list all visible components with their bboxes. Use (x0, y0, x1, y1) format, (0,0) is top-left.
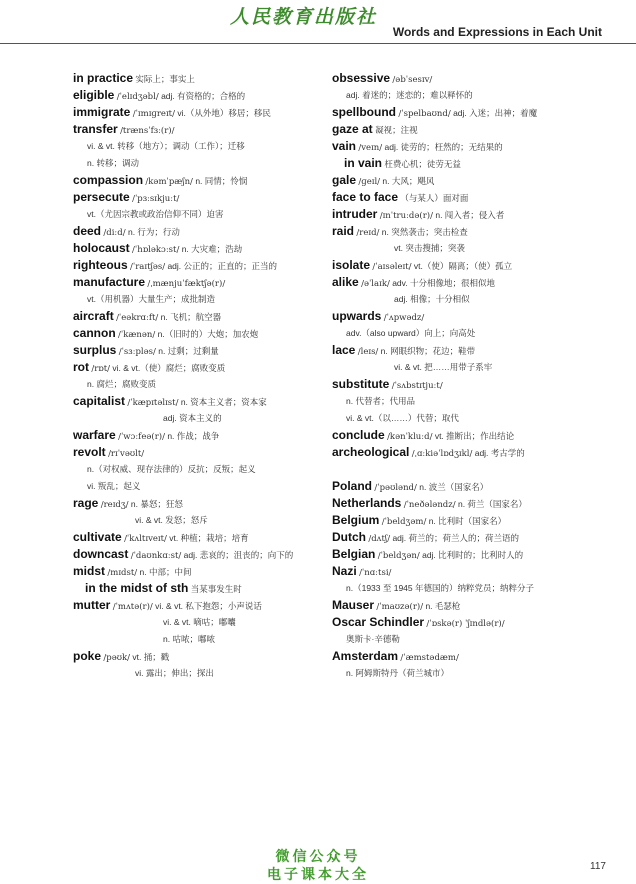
headword: alike (332, 275, 359, 289)
definition: vi. 露出；伸出；探出 (135, 668, 214, 678)
watermark-line-2: 电子课本大全 (267, 867, 369, 883)
phonetic: /reɪdʒ/ (100, 500, 129, 510)
vocab-entry (332, 427, 602, 444)
vocab-entry-continuation (73, 461, 343, 478)
phonetic: /ˈpɜːsɪkjuːt/ (132, 194, 180, 204)
headword: isolate (332, 258, 371, 272)
vocab-entry (73, 223, 343, 240)
headword: warfare (73, 428, 116, 442)
definition: n. 行为；行动 (127, 227, 180, 237)
definition: vi. & vt. 转移（地方）；调动（工作）；迁移 (87, 141, 245, 151)
definition: n. 闯入者；侵入者 (435, 210, 505, 220)
phonetic: /ˈmaʊzə(r)/ (376, 602, 424, 612)
vocab-entry (332, 529, 602, 546)
definition: vi. & vt. 嘀咕；嘟囔 (163, 617, 236, 627)
phonetic: /ˈpəʊlənd/ (374, 483, 417, 493)
definition: n. 毛瑟枪 (425, 601, 461, 611)
vocab-entry (332, 121, 602, 138)
phonetic: /ˈdaʊnkɑːst/ (130, 551, 182, 561)
vocab-entry (332, 257, 602, 274)
headword: aircraft (73, 309, 114, 323)
phonetic: /trænsˈfɜː(r)/ (120, 126, 175, 136)
definition: n. 暴怒；狂怒 (130, 499, 183, 509)
headword: cannon (73, 326, 116, 340)
vocab-entry (332, 563, 602, 580)
phonetic: /ˈhɒləkɔːst/ (132, 245, 180, 255)
phonetic: /rɒt/ (91, 364, 111, 374)
phonetic: /kənˈkluːd/ (387, 432, 433, 442)
definition: adj. 着迷的；迷恋的；难以释怀的 (346, 90, 473, 100)
vocab-entry (332, 342, 602, 359)
headword: persecute (73, 190, 130, 204)
vocab-entry-continuation (332, 291, 602, 308)
definition: adj. 徒劳的；枉然的；无结果的 (384, 142, 503, 152)
headword: gale (332, 173, 357, 187)
definition: vi. & vt.（使）腐烂；腐败变质 (112, 363, 226, 373)
vocab-entry (73, 121, 343, 138)
vocab-entry-continuation (73, 376, 343, 393)
definition: vt.（尤因宗教或政治信仰不同）迫害 (87, 209, 224, 219)
vocab-entry (73, 444, 343, 461)
phonetic: /ˈæmstədæm/ (400, 653, 459, 663)
vocab-entry (73, 104, 343, 121)
vocab-entry (332, 495, 602, 512)
definition: vt. 推断出；作出结论 (434, 431, 515, 441)
definition: adj. 入迷；出神；着魔 (453, 108, 538, 118)
vocab-entry (332, 597, 602, 614)
header-rule (0, 43, 636, 44)
phonetic: /ˈaɪsəleɪt/ (372, 262, 412, 272)
phonetic: /ˈɒskə(r) ˈʃɪndlə(r)/ (426, 619, 505, 629)
phonetic: /əbˈsesɪv/ (392, 75, 433, 85)
vocab-entry (73, 359, 343, 376)
vocab-entry (332, 223, 602, 240)
phonetic: /veɪn/ (358, 143, 383, 153)
phonetic: /ˈspelbaʊnd/ (398, 109, 451, 119)
phonetic: /ˈraɪtʃəs/ (130, 262, 166, 272)
definition: vi.（从外地）移居；移民 (177, 108, 271, 118)
headword: compassion (73, 173, 144, 187)
vocab-entry (73, 274, 343, 291)
vocab-entry-continuation (332, 631, 602, 648)
headword: Nazi (332, 564, 357, 578)
vocab-entry (332, 444, 602, 461)
vocab-entry (73, 240, 343, 257)
phonetic: /ˈsʌbstɪtjuːt/ (391, 381, 443, 391)
definition: n. 荷兰（国家名） (457, 499, 527, 509)
definition: adv. 十分相像地；很相似地 (392, 278, 496, 288)
vocab-entry (332, 70, 602, 87)
definition: vt.（使）隔离；（使）孤立 (413, 261, 513, 271)
definition: n. 比利时（国家名） (428, 516, 507, 526)
vocab-entry (73, 70, 343, 87)
headword: in practice (73, 71, 134, 85)
definition: 枉费心机；徒劳无益 (384, 159, 461, 169)
phonetic: /əˈlaɪk/ (361, 279, 390, 289)
section-title: Words and Expressions in Each Unit (392, 25, 602, 39)
definition: n. 网眼织物；花边；鞋带 (380, 346, 476, 356)
definition: （与某人）面对面 (400, 193, 469, 203)
definition: n.（1933 至 1945 年德国的）纳粹党员；纳粹分子 (346, 583, 534, 593)
phonetic: /rɪˈvəʊlt/ (108, 449, 145, 459)
vocab-entry (73, 308, 343, 325)
headword: spellbound (332, 105, 396, 119)
vocab-entry (332, 138, 602, 155)
definition: adj. 资本主义的 (163, 413, 222, 423)
right-column (332, 70, 602, 682)
vocab-entry-continuation (332, 410, 602, 427)
headword: transfer (73, 122, 118, 136)
definition: vi. & vt.（以……）代替；取代 (346, 413, 459, 423)
vocab-entry (73, 546, 343, 563)
definition: n. 中部；中间 (139, 567, 192, 577)
vocab-entry (332, 189, 602, 206)
phonetic: /ˈbeldʒən/ (377, 551, 420, 561)
vocab-entry-continuation (332, 665, 602, 682)
vocab-entry-continuation (73, 614, 343, 631)
definition: adj. 考古学的 (474, 448, 525, 458)
headword: archeological (332, 445, 410, 459)
definition: adj. 悲哀的；沮丧的；向下的 (183, 550, 294, 560)
headword: rage (73, 496, 99, 510)
headword: Oscar Schindler (332, 615, 425, 629)
headword: vain (332, 139, 357, 153)
vocab-entry (73, 580, 343, 597)
phonetic: /pəʊk/ (103, 653, 131, 663)
vocab-entry (73, 325, 343, 342)
phonetic: /ˈkænən/ (118, 330, 156, 340)
vocab-entry-continuation (332, 240, 602, 257)
headword: in the midst of sth (85, 581, 189, 595)
entry-gap (332, 461, 602, 478)
vocab-entry-continuation (73, 410, 343, 427)
definition: n. 作战；战争 (167, 431, 220, 441)
headword: Mauser (332, 598, 375, 612)
vocab-entry-continuation (73, 512, 343, 529)
vocab-entry (332, 478, 602, 495)
headword: righteous (73, 258, 128, 272)
definition: vt.（用机器）大量生产；成批制造 (87, 294, 215, 304)
headword: immigrate (73, 105, 131, 119)
phonetic: /diːd/ (103, 228, 126, 238)
vocab-entry-continuation (73, 631, 343, 648)
definition: adj. 公正的；正直的；正当的 (167, 261, 278, 271)
headword: midst (73, 564, 106, 578)
headword: Dutch (332, 530, 366, 544)
watermark-line-1: 微信公众号 (275, 849, 361, 865)
phonetic: /ˈwɔːfeə(r)/ (118, 432, 165, 442)
headword: Belgian (332, 547, 376, 561)
phonetic: /ˈnɑːtsi/ (359, 568, 392, 578)
headword: obsessive (332, 71, 391, 85)
definition: adj. 相像；十分相似 (394, 294, 470, 304)
headword: manufacture (73, 275, 146, 289)
headword: rot (73, 360, 89, 374)
definition: n. 代替者；代用品 (346, 396, 415, 406)
definition: vi. & vt. 私下抱怨；小声说话 (155, 601, 262, 611)
vocab-entry-continuation (73, 665, 343, 682)
headword: Belgium (332, 513, 380, 527)
definition: vt. 突击搜捕；突袭 (394, 243, 465, 253)
vocab-entry (332, 206, 602, 223)
headword: mutter (73, 598, 111, 612)
vocab-entry (73, 342, 343, 359)
vocab-entry (332, 376, 602, 393)
phonetic: /ˈmʌtə(r)/ (112, 602, 153, 612)
phonetic: /ɪnˈtruːdə(r)/ (379, 211, 433, 221)
definition: n. 咕哝；嘟哝 (163, 634, 215, 644)
vocab-entry-continuation (332, 87, 602, 104)
headword: downcast (73, 547, 129, 561)
definition: adj. 荷兰的；荷兰人的；荷兰语的 (392, 533, 520, 543)
definition: adj. 比利时的；比利时人的 (422, 550, 524, 560)
vocab-entry (332, 512, 602, 529)
headword: intruder (332, 207, 378, 221)
phonetic: /ˈsɜːpləs/ (118, 347, 156, 357)
phonetic: /dʌtʃ/ (368, 534, 391, 544)
headword: eligible (73, 88, 115, 102)
phonetic: /ˌɑːkiəˈlɒdʒɪkl/ (411, 449, 473, 459)
vocab-entry (332, 614, 602, 631)
vocab-entry-continuation (73, 155, 343, 172)
definition: n. 过剩；过剩量 (158, 346, 219, 356)
vocab-entry-continuation (73, 291, 343, 308)
definition: 奥斯卡·辛德勒 (346, 634, 400, 644)
definition: n. 资本主义者；资本家 (180, 397, 267, 407)
vocab-entry-continuation (332, 580, 602, 597)
phonetic: /leɪs/ (357, 347, 379, 357)
headword: Amsterdam (332, 649, 399, 663)
vocab-entry-continuation (332, 325, 602, 342)
headword: poke (73, 649, 102, 663)
vocab-entry (73, 563, 343, 580)
phonetic: /reɪd/ (356, 228, 380, 238)
definition: n.（对权威、现存法律的）反抗；反叛；起义 (87, 464, 256, 474)
vocab-entry (73, 648, 343, 665)
vocab-entry (73, 427, 343, 444)
phonetic: /ˈeəkrɑːft/ (116, 313, 159, 323)
definition: n. 腐烂；腐败变质 (87, 379, 156, 389)
definition: vt. 种植；栽培；培育 (169, 533, 249, 543)
vocab-entry-continuation (332, 359, 602, 376)
definition: n. 波兰（国家名） (419, 482, 489, 492)
definition: n. 大灾难；浩劫 (181, 244, 243, 254)
publisher-logo: 人民教育出版社 (230, 6, 378, 28)
page-number: 117 (590, 861, 606, 872)
headword: Poland (332, 479, 373, 493)
phonetic: /ˈkæpɪtəlɪst/ (127, 398, 179, 408)
vocab-entry (73, 87, 343, 104)
vocab-entry (332, 104, 602, 121)
vocab-entry-continuation (73, 138, 343, 155)
headword: raid (332, 224, 355, 238)
phonetic: /ˈkʌltɪveɪt/ (124, 534, 167, 544)
definition: vi. & vt. 把……用带子系牢 (394, 362, 493, 372)
phonetic: /ˌmænjuˈfæktʃə(r)/ (147, 279, 226, 289)
vocab-entry (73, 393, 343, 410)
headword: face to face (332, 190, 399, 204)
vocab-entry (73, 529, 343, 546)
definition: vi. 叛乱；起义 (87, 481, 141, 491)
vocab-entry-continuation (73, 206, 343, 223)
definition: n. 突然袭击；突击检查 (381, 227, 468, 237)
phonetic: /ˈɪmɪɡreɪt/ (132, 109, 175, 119)
left-column (73, 70, 343, 682)
headword: in vain (344, 156, 383, 170)
vocab-entry (332, 546, 602, 563)
definition: 当某事发生时 (190, 584, 242, 594)
headword: revolt (73, 445, 106, 459)
headword: upwards (332, 309, 382, 323)
vocab-entry (73, 172, 343, 189)
vocab-entry (332, 155, 602, 172)
headword: Netherlands (332, 496, 402, 510)
vocab-entry (332, 648, 602, 665)
vocab-entry (332, 308, 602, 325)
definition: adj. 有资格的；合格的 (161, 91, 246, 101)
definition: vi. & vt. 发怒；怒斥 (135, 515, 208, 525)
phonetic: /ˈelɪdʒəbl/ (116, 92, 159, 102)
vocab-entry (73, 189, 343, 206)
headword: lace (332, 343, 356, 357)
phonetic: /mɪdst/ (107, 568, 138, 578)
definition: 凝视；注视 (375, 125, 418, 135)
headword: holocaust (73, 241, 130, 255)
headword: capitalist (73, 394, 126, 408)
definition: vt. 捅；戳 (132, 652, 170, 662)
headword: conclude (332, 428, 385, 442)
headword: cultivate (73, 530, 122, 544)
definition: n.（旧时的）大炮；加农炮 (157, 329, 259, 339)
definition: n. 大风；飓风 (382, 176, 435, 186)
vocab-entry (73, 495, 343, 512)
vocab-entry (332, 172, 602, 189)
headword: surplus (73, 343, 117, 357)
definition: 实际上；事实上 (135, 74, 195, 84)
headword: deed (73, 224, 102, 238)
headword: gaze at (332, 122, 373, 136)
definition: adv.（also upward）向上；向高处 (346, 328, 476, 338)
vocab-entry (73, 257, 343, 274)
definition: n. 飞机；航空器 (160, 312, 222, 322)
definition: n. 同情；怜悯 (195, 176, 248, 186)
phonetic: /ɡeɪl/ (358, 177, 381, 187)
vocab-entry-continuation (73, 478, 343, 495)
definition: n. 转移；调动 (87, 158, 139, 168)
vocab-entry-continuation (332, 393, 602, 410)
phonetic: /kəmˈpæʃn/ (145, 177, 193, 187)
phonetic: /ˈneðələndz/ (403, 500, 456, 510)
headword: substitute (332, 377, 390, 391)
vocab-entry (332, 274, 602, 291)
phonetic: /ˈbeldʒəm/ (381, 517, 427, 527)
vocab-entry (73, 597, 343, 614)
definition: n. 阿姆斯特丹（荷兰城市） (346, 668, 449, 678)
phonetic: /ˈʌpwədz/ (383, 313, 425, 323)
